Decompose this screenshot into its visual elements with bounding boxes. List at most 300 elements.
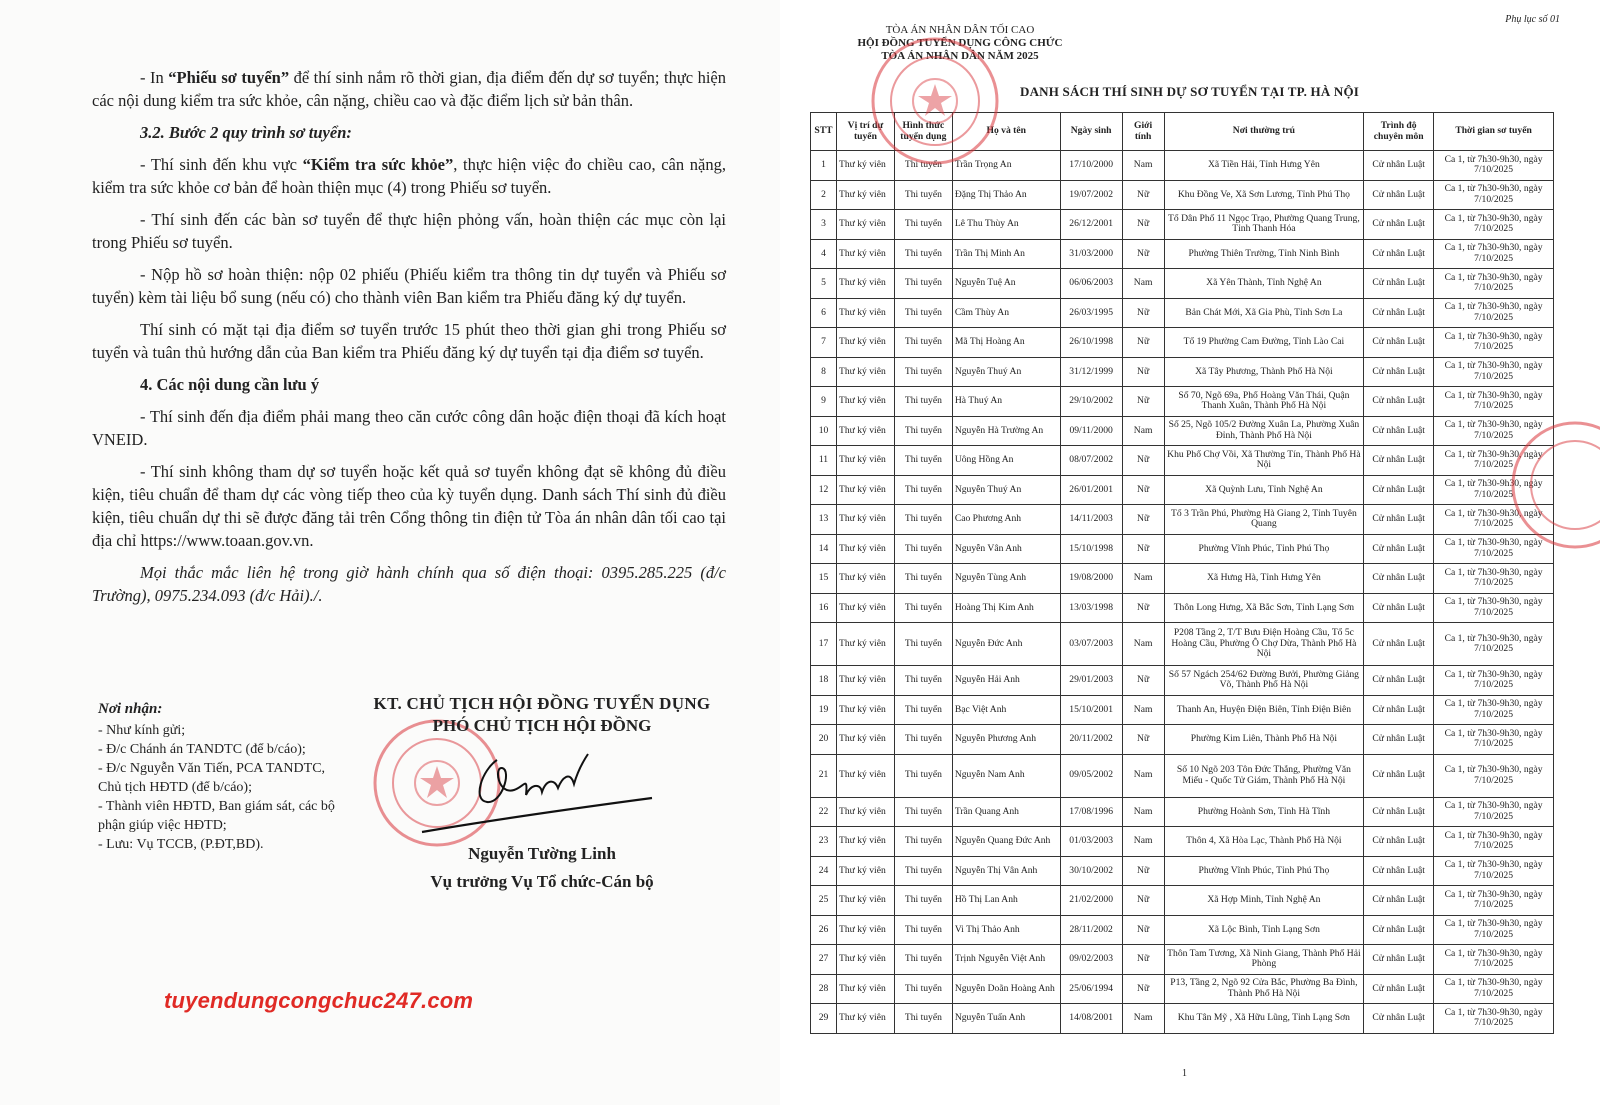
- table-row: [811, 505, 1554, 535]
- cell-birth-date: 26/12/2001: [1060, 210, 1122, 240]
- cell-birth-date: 09/02/2003: [1060, 945, 1122, 975]
- cell-method: Thi tuyển: [894, 754, 952, 797]
- cell-full-name: Nguyễn Tùng Anh: [952, 564, 1060, 594]
- cell-method: Thi tuyển: [894, 151, 952, 181]
- cell-residence: P13, Tầng 2, Ngõ 92 Cửa Bắc, Phường Ba Đình, Thành Phố Hà Nội: [1164, 974, 1364, 1004]
- cell-position: Thư ký viên: [836, 886, 894, 916]
- cell-residence: Xã Tiền Hải, Tỉnh Hưng Yên: [1164, 151, 1364, 181]
- cell-full-name: Nguyễn Tuệ An: [952, 269, 1060, 299]
- cell-full-name: Nguyễn Thị Vân Anh: [952, 856, 1060, 886]
- cell-stt: 8: [811, 357, 837, 387]
- cell-method: Thi tuyển: [894, 915, 952, 945]
- cell-gender: Nữ: [1122, 915, 1164, 945]
- cell-schedule: Ca 1, từ 7h30-9h30, ngày 7/10/2025: [1434, 797, 1554, 827]
- column-header: Trình độ chuyên môn: [1364, 113, 1434, 151]
- cell-qualification: Cử nhân Luật: [1364, 357, 1434, 387]
- cell-method: Thi tuyển: [894, 446, 952, 476]
- cell-method: Thi tuyển: [894, 725, 952, 755]
- cell-residence: P208 Tầng 2, T/T Bưu Điện Hoàng Cầu, Tổ 5c Hoàng Cầu, Phường Ô Chợ Dừa, Thành Phố Hà Nội: [1164, 623, 1364, 666]
- cell-schedule: Ca 1, từ 7h30-9h30, ngày 7/10/2025: [1434, 269, 1554, 299]
- heading-step-2: 3.2. Bước 2 quy trình sơ tuyển:: [140, 123, 352, 142]
- recipient-item: - Đ/c Nguyễn Văn Tiến, PCA TANDTC, Chủ tịch HĐTD (để b/cáo);: [98, 761, 326, 795]
- cell-birth-date: 17/08/1996: [1060, 797, 1122, 827]
- signature-icon: [402, 740, 662, 840]
- cell-full-name: Nguyễn Đức Anh: [952, 623, 1060, 666]
- column-header: STT: [811, 113, 837, 151]
- paragraph-print-form: - In “Phiếu sơ tuyển” để thí sinh nắm rõ thời gian, địa điểm đến dự sơ tuyển; thực hiện các nội dung kiểm tra sức khỏe, cân nặng, chiều cao và đặc điểm lịch sử bản thân.: [92, 68, 726, 110]
- cell-residence: Phường Hoành Sơn, Tỉnh Hà Tĩnh: [1164, 797, 1364, 827]
- cell-stt: 23: [811, 827, 837, 857]
- cell-gender: Nữ: [1122, 180, 1164, 210]
- table-row: [811, 357, 1554, 387]
- cell-method: Thi tuyển: [894, 534, 952, 564]
- cell-residence: Thôn 4, Xã Hòa Lạc, Thành Phố Hà Nội: [1164, 827, 1364, 857]
- cell-residence: Tổ Dân Phố 11 Ngọc Trạo, Phường Quang Trung, Tỉnh Thanh Hóa: [1164, 210, 1364, 240]
- cell-stt: 22: [811, 797, 837, 827]
- recipients-title: Nơi nhận:: [98, 701, 163, 717]
- cell-gender: Nữ: [1122, 593, 1164, 623]
- cell-birth-date: 14/11/2003: [1060, 505, 1122, 535]
- cell-full-name: Nguyễn Vân Anh: [952, 534, 1060, 564]
- cell-schedule: Ca 1, từ 7h30-9h30, ngày 7/10/2025: [1434, 475, 1554, 505]
- cell-method: Thi tuyển: [894, 974, 952, 1004]
- cell-stt: 12: [811, 475, 837, 505]
- cell-birth-date: 15/10/1998: [1060, 534, 1122, 564]
- paragraph-id-requirement: - Thí sinh đến địa điểm phải mang theo căn cước công dân hoặc điện thoại đã kích hoạt VNEID.: [92, 407, 726, 449]
- cell-residence: Xã Yên Thành, Tỉnh Nghệ An: [1164, 269, 1364, 299]
- cell-qualification: Cử nhân Luật: [1364, 564, 1434, 594]
- table-row: [811, 387, 1554, 417]
- cell-method: Thi tuyển: [894, 387, 952, 417]
- cell-qualification: Cử nhân Luật: [1364, 534, 1434, 564]
- cell-full-name: Cầm Thùy An: [952, 298, 1060, 328]
- cell-gender: Nữ: [1122, 210, 1164, 240]
- cell-full-name: Nguyễn Thuý An: [952, 357, 1060, 387]
- cell-schedule: Ca 1, từ 7h30-9h30, ngày 7/10/2025: [1434, 505, 1554, 535]
- cell-full-name: Nguyễn Tuấn Anh: [952, 1004, 1060, 1034]
- table-row: [811, 1004, 1554, 1034]
- cell-method: Thi tuyển: [894, 210, 952, 240]
- cell-full-name: Cao Phương Anh: [952, 505, 1060, 535]
- cell-qualification: Cử nhân Luật: [1364, 239, 1434, 269]
- cell-birth-date: 19/08/2000: [1060, 564, 1122, 594]
- cell-birth-date: 09/11/2000: [1060, 416, 1122, 446]
- cell-qualification: Cử nhân Luật: [1364, 328, 1434, 358]
- cell-gender: Nữ: [1122, 666, 1164, 696]
- cell-stt: 7: [811, 328, 837, 358]
- cell-full-name: Nguyễn Hà Trường An: [952, 416, 1060, 446]
- cell-schedule: Ca 1, từ 7h30-9h30, ngày 7/10/2025: [1434, 666, 1554, 696]
- cell-schedule: Ca 1, từ 7h30-9h30, ngày 7/10/2025: [1434, 725, 1554, 755]
- cell-residence: Phường Kim Liên, Thành Phố Hà Nội: [1164, 725, 1364, 755]
- cell-residence: Xã Hưng Hà, Tỉnh Hưng Yên: [1164, 564, 1364, 594]
- cell-method: Thi tuyển: [894, 239, 952, 269]
- cell-qualification: Cử nhân Luật: [1364, 886, 1434, 916]
- cell-gender: Nữ: [1122, 387, 1164, 417]
- cell-qualification: Cử nhân Luật: [1364, 915, 1434, 945]
- cell-schedule: Ca 1, từ 7h30-9h30, ngày 7/10/2025: [1434, 623, 1554, 666]
- paragraph-arrival-time: Thí sinh có mặt tại địa điểm sơ tuyển trước 15 phút theo thời gian ghi trong Phiếu sơ tuyển và tuân thủ hướng dẫn của Ban kiểm tra Phiếu đăng ký dự tuyển tại địa điểm sơ tuyển.: [92, 320, 726, 362]
- table-row: [811, 797, 1554, 827]
- cell-gender: Nam: [1122, 623, 1164, 666]
- cell-schedule: Ca 1, từ 7h30-9h30, ngày 7/10/2025: [1434, 886, 1554, 916]
- cell-position: Thư ký viên: [836, 534, 894, 564]
- cell-method: Thi tuyển: [894, 328, 952, 358]
- cell-birth-date: 03/07/2003: [1060, 623, 1122, 666]
- cell-method: Thi tuyển: [894, 357, 952, 387]
- heading-notes: 4. Các nội dung cần lưu ý: [140, 375, 320, 394]
- cell-method: Thi tuyển: [894, 945, 952, 975]
- cell-residence: Khu Phố Chợ Vồi, Xã Thường Tín, Thành Phố Hà Nội: [1164, 446, 1364, 476]
- cell-method: Thi tuyển: [894, 695, 952, 725]
- cell-stt: 9: [811, 387, 837, 417]
- cell-gender: Nữ: [1122, 446, 1164, 476]
- cell-full-name: Hà Thuý An: [952, 387, 1060, 417]
- table-row: [811, 210, 1554, 240]
- cell-gender: Nam: [1122, 151, 1164, 181]
- left-document-page: [0, 0, 780, 1105]
- cell-position: Thư ký viên: [836, 298, 894, 328]
- cell-position: Thư ký viên: [836, 725, 894, 755]
- cell-gender: Nam: [1122, 695, 1164, 725]
- cell-method: Thi tuyển: [894, 298, 952, 328]
- cell-position: Thư ký viên: [836, 593, 894, 623]
- cell-qualification: Cử nhân Luật: [1364, 387, 1434, 417]
- table-row: [811, 564, 1554, 594]
- cell-qualification: Cử nhân Luật: [1364, 725, 1434, 755]
- cell-schedule: Ca 1, từ 7h30-9h30, ngày 7/10/2025: [1434, 298, 1554, 328]
- cell-method: Thi tuyển: [894, 475, 952, 505]
- signer-role: PHÓ CHỦ TỊCH HỘI ĐỒNG: [432, 716, 652, 735]
- cell-birth-date: 01/03/2003: [1060, 827, 1122, 857]
- cell-birth-date: 31/12/1999: [1060, 357, 1122, 387]
- table-row: [811, 180, 1554, 210]
- cell-qualification: Cử nhân Luật: [1364, 856, 1434, 886]
- table-row: [811, 239, 1554, 269]
- cell-stt: 26: [811, 915, 837, 945]
- cell-method: Thi tuyển: [894, 416, 952, 446]
- signer-authority: KT. CHỦ TỊCH HỘI ĐỒNG TUYỂN DỤNG: [373, 694, 711, 713]
- table-row: [811, 446, 1554, 476]
- cell-full-name: Đặng Thị Thảo An: [952, 180, 1060, 210]
- cell-stt: 5: [811, 269, 837, 299]
- cell-position: Thư ký viên: [836, 695, 894, 725]
- cell-position: Thư ký viên: [836, 564, 894, 594]
- cell-stt: 6: [811, 298, 837, 328]
- cell-birth-date: 29/01/2003: [1060, 666, 1122, 696]
- cell-gender: Nữ: [1122, 856, 1164, 886]
- cell-stt: 11: [811, 446, 837, 476]
- cell-birth-date: 20/11/2002: [1060, 725, 1122, 755]
- cell-schedule: Ca 1, từ 7h30-9h30, ngày 7/10/2025: [1434, 695, 1554, 725]
- cell-residence: Phường Thiên Trường, Tỉnh Ninh Bình: [1164, 239, 1364, 269]
- cell-stt: 4: [811, 239, 837, 269]
- cell-qualification: Cử nhân Luật: [1364, 475, 1434, 505]
- cell-schedule: Ca 1, từ 7h30-9h30, ngày 7/10/2025: [1434, 416, 1554, 446]
- cell-gender: Nam: [1122, 564, 1164, 594]
- court-seal-edge-icon: [1510, 420, 1600, 550]
- cell-schedule: Ca 1, từ 7h30-9h30, ngày 7/10/2025: [1434, 754, 1554, 797]
- table-row: [811, 416, 1554, 446]
- cell-stt: 1: [811, 151, 837, 181]
- cell-stt: 15: [811, 564, 837, 594]
- cell-gender: Nữ: [1122, 475, 1164, 505]
- cell-residence: Tổ 3 Trần Phú, Phường Hà Giang 2, Tỉnh Tuyên Quang: [1164, 505, 1364, 535]
- cell-schedule: Ca 1, từ 7h30-9h30, ngày 7/10/2025: [1434, 210, 1554, 240]
- cell-stt: 21: [811, 754, 837, 797]
- cell-full-name: Vi Thị Thảo Anh: [952, 915, 1060, 945]
- cell-residence: Xã Lộc Bình, Tỉnh Lạng Sơn: [1164, 915, 1364, 945]
- cell-qualification: Cử nhân Luật: [1364, 210, 1434, 240]
- org-line-3: TÒA ÁN NHÂN DÂN NĂM 2025: [881, 50, 1039, 62]
- cell-schedule: Ca 1, từ 7h30-9h30, ngày 7/10/2025: [1434, 357, 1554, 387]
- cell-full-name: Nguyễn Hải Anh: [952, 666, 1060, 696]
- cell-method: Thi tuyển: [894, 505, 952, 535]
- cell-position: Thư ký viên: [836, 151, 894, 181]
- cell-position: Thư ký viên: [836, 1004, 894, 1034]
- cell-qualification: Cử nhân Luật: [1364, 1004, 1434, 1034]
- cell-stt: 25: [811, 886, 837, 916]
- cell-qualification: Cử nhân Luật: [1364, 180, 1434, 210]
- cell-qualification: Cử nhân Luật: [1364, 446, 1434, 476]
- cell-schedule: Ca 1, từ 7h30-9h30, ngày 7/10/2025: [1434, 180, 1554, 210]
- cell-position: Thư ký viên: [836, 210, 894, 240]
- table-row: [811, 298, 1554, 328]
- cell-gender: Nam: [1122, 269, 1164, 299]
- cell-residence: Khu Tân Mỹ , Xã Hữu Lũng, Tỉnh Lạng Sơn: [1164, 1004, 1364, 1034]
- cell-stt: 19: [811, 695, 837, 725]
- cell-position: Thư ký viên: [836, 945, 894, 975]
- cell-qualification: Cử nhân Luật: [1364, 298, 1434, 328]
- cell-birth-date: 15/10/2001: [1060, 695, 1122, 725]
- cell-qualification: Cử nhân Luật: [1364, 827, 1434, 857]
- recipient-item: - Như kính gửi;: [98, 723, 186, 738]
- cell-position: Thư ký viên: [836, 180, 894, 210]
- cell-gender: Nữ: [1122, 886, 1164, 916]
- cell-schedule: Ca 1, từ 7h30-9h30, ngày 7/10/2025: [1434, 593, 1554, 623]
- cell-qualification: Cử nhân Luật: [1364, 151, 1434, 181]
- cell-position: Thư ký viên: [836, 666, 894, 696]
- cell-stt: 24: [811, 856, 837, 886]
- cell-gender: Nữ: [1122, 725, 1164, 755]
- cell-qualification: Cử nhân Luật: [1364, 797, 1434, 827]
- table-row: [811, 534, 1554, 564]
- recipients-block: [98, 700, 348, 854]
- cell-qualification: Cử nhân Luật: [1364, 623, 1434, 666]
- cell-full-name: Mã Thị Hoàng An: [952, 328, 1060, 358]
- cell-position: Thư ký viên: [836, 797, 894, 827]
- list-title: DANH SÁCH THÍ SINH DỰ SƠ TUYỂN TẠI TP. HÀ NỘI: [1020, 84, 1360, 99]
- cell-gender: Nữ: [1122, 945, 1164, 975]
- instructions-body: [92, 66, 726, 616]
- cell-stt: 27: [811, 945, 837, 975]
- cell-gender: Nữ: [1122, 239, 1164, 269]
- table-row: [811, 695, 1554, 725]
- cell-schedule: Ca 1, từ 7h30-9h30, ngày 7/10/2025: [1434, 915, 1554, 945]
- table-row: [811, 623, 1554, 666]
- column-header: Họ và tên: [952, 113, 1060, 151]
- cell-birth-date: 17/10/2000: [1060, 151, 1122, 181]
- cell-schedule: Ca 1, từ 7h30-9h30, ngày 7/10/2025: [1434, 387, 1554, 417]
- cell-position: Thư ký viên: [836, 387, 894, 417]
- cell-position: Thư ký viên: [836, 915, 894, 945]
- cell-method: Thi tuyển: [894, 886, 952, 916]
- cell-qualification: Cử nhân Luật: [1364, 505, 1434, 535]
- cell-birth-date: 08/07/2002: [1060, 446, 1122, 476]
- cell-residence: Bản Chát Mới, Xã Gia Phù, Tỉnh Sơn La: [1164, 298, 1364, 328]
- cell-schedule: Ca 1, từ 7h30-9h30, ngày 7/10/2025: [1434, 945, 1554, 975]
- cell-residence: Thôn Tam Tương, Xã Ninh Giang, Thành Phố Hải Phòng: [1164, 945, 1364, 975]
- cell-schedule: Ca 1, từ 7h30-9h30, ngày 7/10/2025: [1434, 1004, 1554, 1034]
- cell-stt: 16: [811, 593, 837, 623]
- cell-qualification: Cử nhân Luật: [1364, 269, 1434, 299]
- appendix-label: Phụ lục số 01: [1505, 14, 1560, 25]
- cell-stt: 2: [811, 180, 837, 210]
- cell-method: Thi tuyển: [894, 856, 952, 886]
- table-row: [811, 945, 1554, 975]
- cell-stt: 14: [811, 534, 837, 564]
- cell-stt: 28: [811, 974, 837, 1004]
- cell-qualification: Cử nhân Luật: [1364, 666, 1434, 696]
- cell-residence: Xã Hợp Minh, Tỉnh Nghệ An: [1164, 886, 1364, 916]
- org-line-2: HỘI ĐỒNG TUYỂN DỤNG CÔNG CHỨC: [857, 37, 1063, 49]
- cell-birth-date: 26/01/2001: [1060, 475, 1122, 505]
- cell-full-name: Trịnh Nguyễn Việt Anh: [952, 945, 1060, 975]
- cell-full-name: Nguyễn Thuý An: [952, 475, 1060, 505]
- cell-stt: 29: [811, 1004, 837, 1034]
- table-row: [811, 754, 1554, 797]
- column-header: Vị trí dự tuyển: [836, 113, 894, 151]
- column-header: Thời gian sơ tuyển: [1434, 113, 1554, 151]
- cell-method: Thi tuyển: [894, 564, 952, 594]
- cell-full-name: Hoàng Thị Kim Anh: [952, 593, 1060, 623]
- paragraph-health-check: - Thí sinh đến khu vực “Kiểm tra sức khỏe”, thực hiện việc đo chiều cao, cân nặng, kiểm tra sức khỏe cơ bản để hoàn thiện mục (4) trong Phiếu sơ tuyển.: [92, 155, 726, 197]
- table-row: [811, 666, 1554, 696]
- table-row: [811, 886, 1554, 916]
- cell-stt: 17: [811, 623, 837, 666]
- cell-residence: Thôn Long Hưng, Xã Bắc Sơn, Tỉnh Lạng Sơn: [1164, 593, 1364, 623]
- cell-residence: Số 25, Ngõ 105/2 Đường Xuân La, Phường Xuân Đỉnh, Thành Phố Hà Nội: [1164, 416, 1364, 446]
- candidate-table: [810, 112, 1554, 1034]
- table-row: [811, 974, 1554, 1004]
- cell-schedule: Ca 1, từ 7h30-9h30, ngày 7/10/2025: [1434, 239, 1554, 269]
- column-header: Giới tính: [1122, 113, 1164, 151]
- cell-birth-date: 21/02/2000: [1060, 886, 1122, 916]
- recipient-item: - Đ/c Chánh án TANDTC (để b/cáo);: [98, 742, 306, 757]
- cell-residence: Xã Tây Phương, Thành Phố Hà Nội: [1164, 357, 1364, 387]
- table-row: [811, 827, 1554, 857]
- cell-gender: Nam: [1122, 416, 1164, 446]
- right-document-page: [790, 0, 1600, 1105]
- table-row: [811, 725, 1554, 755]
- cell-schedule: Ca 1, từ 7h30-9h30, ngày 7/10/2025: [1434, 827, 1554, 857]
- cell-method: Thi tuyển: [894, 666, 952, 696]
- cell-residence: Phường Vĩnh Phúc, Tỉnh Phú Thọ: [1164, 534, 1364, 564]
- cell-full-name: Trần Quang Anh: [952, 797, 1060, 827]
- cell-birth-date: 06/06/2003: [1060, 269, 1122, 299]
- cell-schedule: Ca 1, từ 7h30-9h30, ngày 7/10/2025: [1434, 151, 1554, 181]
- cell-position: Thư ký viên: [836, 827, 894, 857]
- cell-schedule: Ca 1, từ 7h30-9h30, ngày 7/10/2025: [1434, 974, 1554, 1004]
- cell-method: Thi tuyển: [894, 827, 952, 857]
- cell-full-name: Hồ Thị Lan Anh: [952, 886, 1060, 916]
- cell-stt: 18: [811, 666, 837, 696]
- table-row: [811, 328, 1554, 358]
- cell-full-name: Nguyễn Doãn Hoàng Anh: [952, 974, 1060, 1004]
- cell-schedule: Ca 1, từ 7h30-9h30, ngày 7/10/2025: [1434, 856, 1554, 886]
- cell-method: Thi tuyển: [894, 623, 952, 666]
- table-row: [811, 856, 1554, 886]
- cell-method: Thi tuyển: [894, 180, 952, 210]
- cell-gender: Nữ: [1122, 505, 1164, 535]
- table-row: [811, 915, 1554, 945]
- paragraph-eligibility: - Thí sinh không tham dự sơ tuyển hoặc kết quả sơ tuyển không đạt sẽ không đủ điều kiện, tiêu chuẩn để tham dự các vòng tiếp theo của kỳ tuyển dụng. Danh sách Thí sinh đủ điều kiện, tiêu chuẩn dự thi sẽ được đăng tải trên Cổng thông tin điện tử Tòa án nhân dân tối cao tại địa chỉ https://www.toaan.gov.vn.: [92, 462, 726, 550]
- cell-position: Thư ký viên: [836, 357, 894, 387]
- cell-qualification: Cử nhân Luật: [1364, 945, 1434, 975]
- cell-residence: Số 10 Ngõ 203 Tôn Đức Thắng, Phường Văn Miếu - Quốc Tử Giám, Thành Phố Hà Nội: [1164, 754, 1364, 797]
- cell-birth-date: 14/08/2001: [1060, 1004, 1122, 1034]
- cell-qualification: Cử nhân Luật: [1364, 695, 1434, 725]
- cell-position: Thư ký viên: [836, 754, 894, 797]
- cell-schedule: Ca 1, từ 7h30-9h30, ngày 7/10/2025: [1434, 328, 1554, 358]
- cell-method: Thi tuyển: [894, 269, 952, 299]
- cell-residence: Số 57 Ngách 254/62 Đường Bưởi, Phường Giảng Võ, Thành Phố Hà Nội: [1164, 666, 1364, 696]
- cell-qualification: Cử nhân Luật: [1364, 754, 1434, 797]
- table-row: [811, 475, 1554, 505]
- cell-birth-date: 31/03/2000: [1060, 239, 1122, 269]
- cell-position: Thư ký viên: [836, 623, 894, 666]
- cell-position: Thư ký viên: [836, 475, 894, 505]
- paragraph-submit-dossier: - Nộp hồ sơ hoàn thiện: nộp 02 phiếu (Phiếu kiểm tra thông tin dự tuyển và Phiếu sơ tuyển) kèm tài liệu bổ sung (nếu có) cho thành viên Ban kiểm tra Phiếu đăng ký dự tuyển.: [92, 265, 726, 307]
- cell-full-name: Bạc Việt Anh: [952, 695, 1060, 725]
- table-body: [811, 151, 1554, 1034]
- cell-method: Thi tuyển: [894, 593, 952, 623]
- cell-gender: Nữ: [1122, 974, 1164, 1004]
- cell-full-name: Nguyễn Quang Đức Anh: [952, 827, 1060, 857]
- cell-residence: Phường Vĩnh Phúc, Tỉnh Phú Thọ: [1164, 856, 1364, 886]
- cell-qualification: Cử nhân Luật: [1364, 593, 1434, 623]
- signer-name: Nguyễn Tường Linh: [468, 844, 616, 863]
- signer-position: Vụ trưởng Vụ Tổ chức-Cán bộ: [430, 872, 654, 891]
- cell-birth-date: 13/03/1998: [1060, 593, 1122, 623]
- cell-position: Thư ký viên: [836, 239, 894, 269]
- page-number: 1: [1182, 1068, 1187, 1079]
- cell-birth-date: 19/07/2002: [1060, 180, 1122, 210]
- cell-residence: Số 70, Ngõ 69a, Phố Hoàng Văn Thái, Quận Thanh Xuân, Thành Phố Hà Nội: [1164, 387, 1364, 417]
- recipient-item: - Thành viên HĐTD, Ban giám sát, các bộ phận giúp việc HĐTD;: [98, 799, 335, 833]
- cell-position: Thư ký viên: [836, 974, 894, 1004]
- cell-gender: Nữ: [1122, 328, 1164, 358]
- column-header: Nơi thường trú: [1164, 113, 1364, 151]
- cell-full-name: Lê Thu Thùy An: [952, 210, 1060, 240]
- cell-birth-date: 29/10/2002: [1060, 387, 1122, 417]
- cell-full-name: Trần Trọng An: [952, 151, 1060, 181]
- cell-birth-date: 26/03/1995: [1060, 298, 1122, 328]
- website-watermark: tuyendungcongchuc247.com: [164, 988, 474, 1013]
- cell-birth-date: 25/06/1994: [1060, 974, 1122, 1004]
- cell-position: Thư ký viên: [836, 269, 894, 299]
- cell-method: Thi tuyển: [894, 1004, 952, 1034]
- table-row: [811, 593, 1554, 623]
- cell-gender: Nữ: [1122, 534, 1164, 564]
- cell-residence: Khu Đồng Ve, Xã Sơn Lương, Tỉnh Phú Thọ: [1164, 180, 1364, 210]
- cell-residence: Thanh An, Huyện Điện Biên, Tỉnh Điện Biên: [1164, 695, 1364, 725]
- court-seal-icon: [870, 36, 1000, 166]
- table-row: [811, 269, 1554, 299]
- cell-stt: 13: [811, 505, 837, 535]
- cell-method: Thi tuyển: [894, 797, 952, 827]
- cell-full-name: Trần Thị Minh An: [952, 239, 1060, 269]
